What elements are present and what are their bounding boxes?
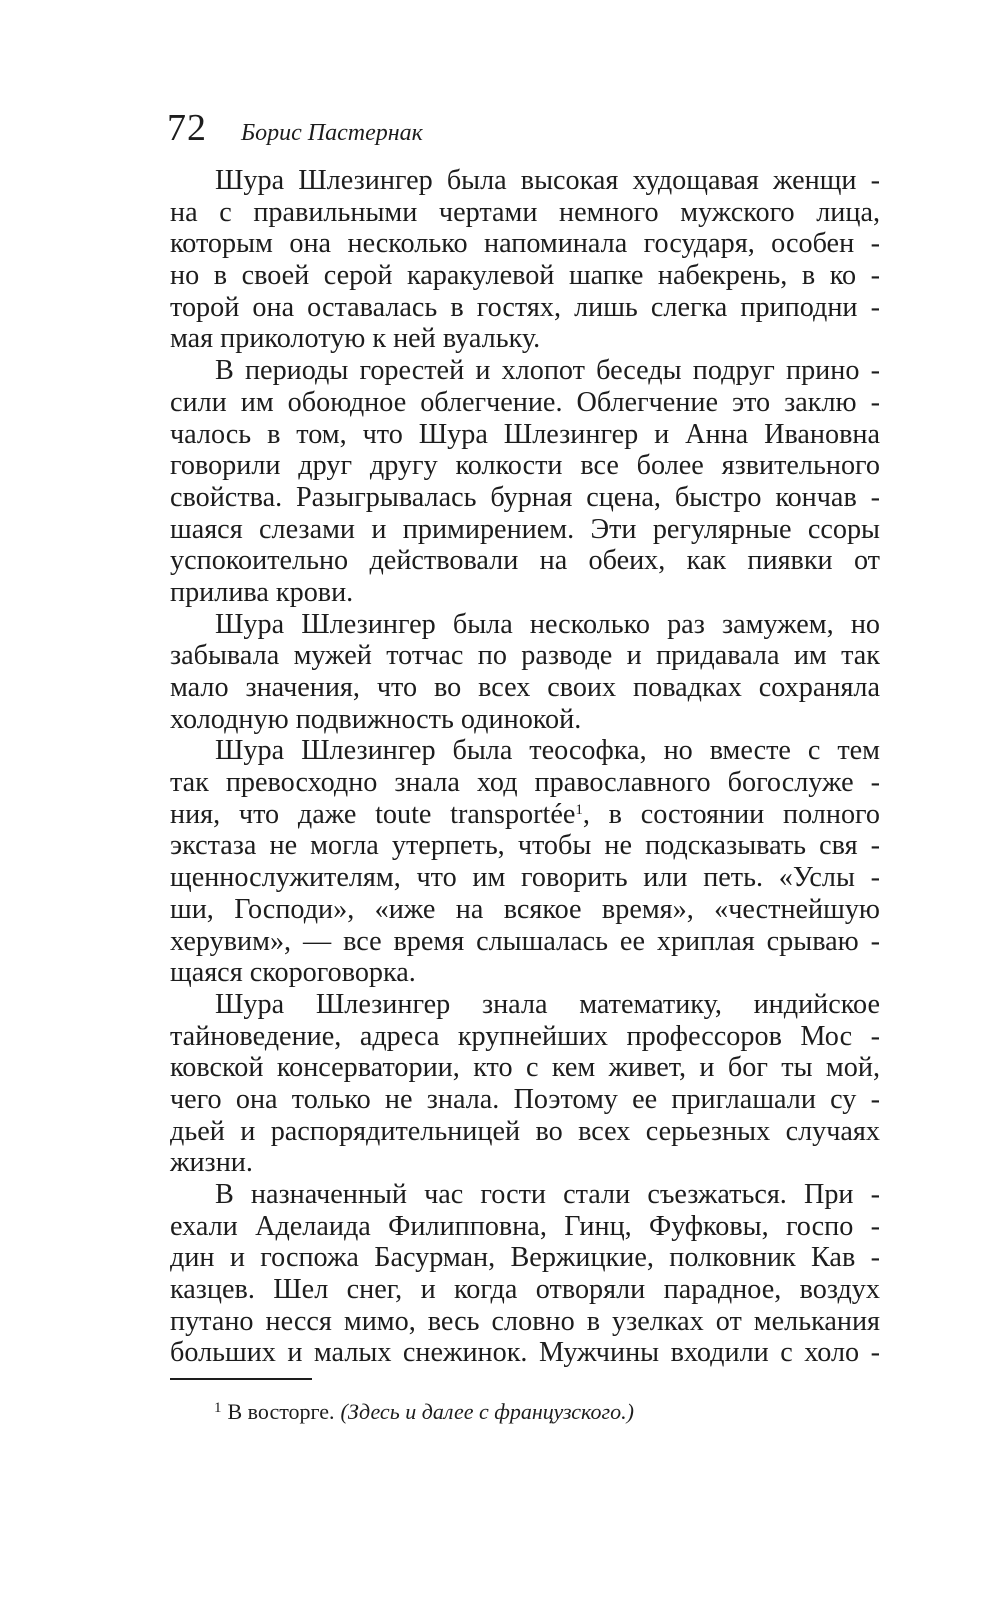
text-line: забывала мужей тотчас по разводе и придавала им так [170,640,880,672]
text-line: чего она только не знала. Поэтому ее приглашали су - [170,1083,880,1115]
running-header [167,104,423,152]
text-line: дьей и распорядительницей во всех серьезных случаях [170,1115,880,1147]
text-line: но в своей серой каракулевой шапке набекрень, в ко - [170,260,880,292]
text-line: В назначенный час гости стали съезжаться. При - [215,1179,880,1210]
text-line: тайноведение, адреса крупнейших профессоров Мос - [170,1020,880,1052]
text-line-head: ния, что даже toute transportée [170,798,576,830]
text-line: успокоительно действовали на обеих, как пиявки от [170,545,880,577]
text-line: ши, Господи», «иже на всякое время», «честнейшую [170,893,880,925]
text-line: экстаза не могла утерпеть, чтобы не подсказывать свя - [170,830,880,862]
text-line: ехали Аделаида Филипповна, Гинц, Фуфковы, госпо - [170,1210,880,1242]
page-number: 72 [167,107,207,149]
text-line: дин и госпожа Басурман, Вержицкие, полковник Кав - [170,1242,880,1274]
text-line: торой она оставалась в гостях, лишь слегка приподни - [170,291,880,323]
text-line: больших и малых снежинок. Мужчины входили с холо - [170,1337,880,1369]
text-line: которым она несколько напоминала государя, особен - [170,228,880,260]
text-line-tail: , в состоянии полного [582,798,880,830]
text-line: жизни. [170,1147,253,1179]
text-line: так превосходно знала ход православного богослуже - [170,767,880,799]
author-name: Борис Пастернак [241,120,423,146]
text-line: Шура Шлезингер знала математику, индийское [215,988,880,1020]
text-line: Шура Шлезингер была теософка, но вместе с тем [215,735,880,767]
text-line-with-footnote-ref [170,799,880,831]
text-line: чалось в том, что Шура Шлезингер и Анна Ивановна [170,418,880,450]
text-line: сили им обоюдное облегчение. Облегчение это заклю - [170,386,880,418]
text-line: херувим», — все время слышалась ее хриплая срываю - [170,925,880,957]
text-line: свойства. Разыгрывалась бурная сцена, быстро кончав - [170,481,880,513]
text-line: мая приколотую к ней вуальку. [170,323,541,355]
text-line: казцев. Шел снег, и когда отворяли парадное, воздух [170,1274,880,1306]
text-line: Шура Шлезингер была высокая худощавая женщи - [215,165,880,196]
text-line: путано несся мимо, весь словно в узелках от мелькания [170,1305,880,1337]
text-line: говорили друг другу колкости все более язвительного [170,450,880,482]
footnote-note: (Здесь и далее с французского.) [340,1399,634,1424]
text-line: шаяся слезами и примирением. Эти регулярные ссоры [170,513,880,545]
text-line: щаяся скороговорка. [170,957,416,989]
main-text [170,165,880,1369]
footnote [214,1396,634,1428]
footnote-marker: 1 [214,1400,222,1416]
text-line: прилива крови. [170,576,354,608]
footnote-text: В восторге. [227,1399,335,1424]
text-line: ковской консерватории, кто с кем живет, и бог ты мой, [170,1052,880,1084]
footnote-divider [170,1378,312,1380]
text-line: щеннослужителям, что им говорить или петь. «Услы - [170,862,880,894]
text-line: Шура Шлезингер была несколько раз замужем, но [215,608,880,640]
text-line: В периоды горестей и хлопот беседы подруг прино - [215,355,880,387]
text-line: на с правильными чертами немного мужского лица, [170,196,880,228]
footnote-reference[interactable]: 1 [575,801,583,818]
text-line: мало значения, что во всех своих повадках сохраняла [170,672,880,703]
text-line: холодную подвижность одинокой. [170,703,582,735]
